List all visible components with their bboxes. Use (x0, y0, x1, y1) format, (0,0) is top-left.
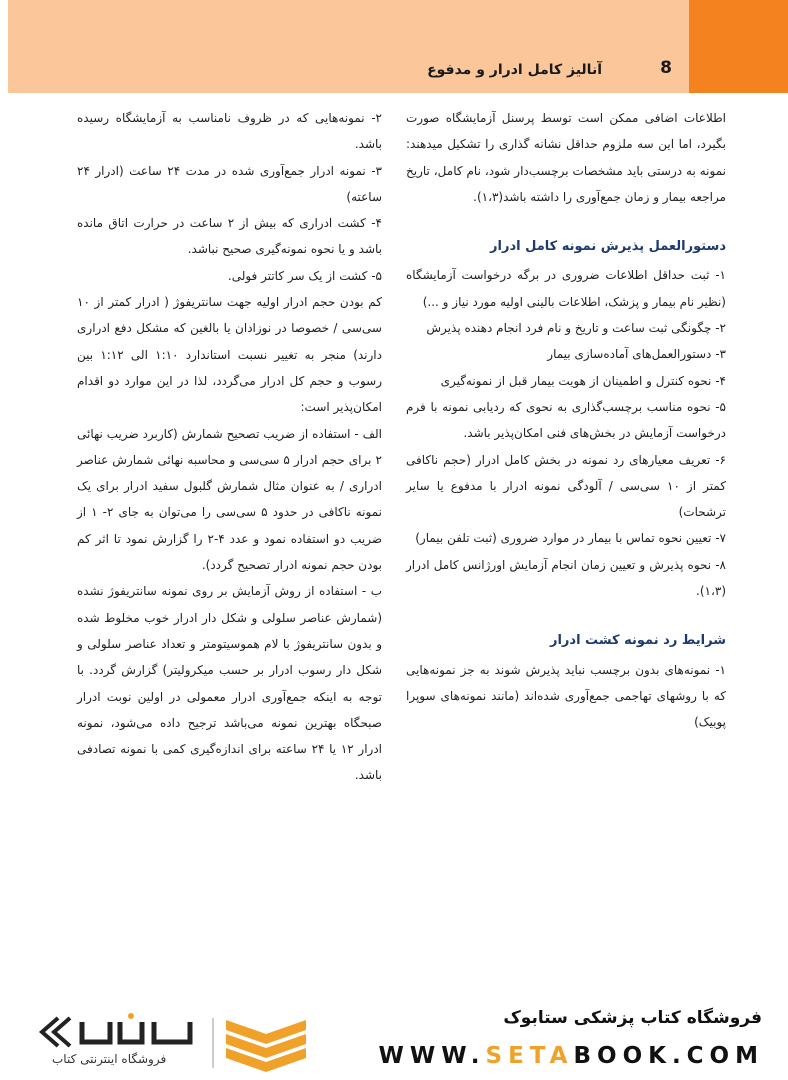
wordmark-shape (82, 1022, 190, 1042)
shop-name: فروشگاه کتاب پزشکی ستابوک (503, 1008, 762, 1028)
double-arrow-icon (42, 1018, 70, 1046)
url-suffix: BOOK.COM (573, 1043, 764, 1069)
list-item: ۴- کشت ادراری که بیش از ۲ ساعت در حرارت اتاق مانده باشد و یا نحوه نمونه‌گیری صحیح نباشد. (77, 216, 382, 257)
wordmark-dot (128, 1013, 134, 1019)
list-item: ۲- نمونه‌هایی که در ظروف نامناسب به آزمایشگاه رسیده باشد. (77, 111, 382, 152)
list-item: ۵- کشت از یک سر کاتتر فولی. (227, 268, 382, 283)
rejection-list (406, 657, 726, 736)
setabook-logo (30, 1012, 310, 1074)
list-item: ۷- تعیین نحوه تماس با بیمار در موارد ضروری (ثبت تلفن بیمار) (415, 531, 726, 546)
chevron-emblem-icon (226, 1020, 306, 1072)
section-heading-reception: دستورالعمل پذیرش نمونه کامل ادرار (490, 239, 726, 255)
list-item: ۳- دستورالعمل‌های آماده‌سازی بیمار (547, 347, 726, 362)
logo-divider (212, 1018, 214, 1068)
right-column (406, 105, 726, 736)
list-item: ۱- ثبت حداقل اطلاعات ضروری در برگه درخواست آزمایشگاه (نظیر نام بیمار و پزشک، اطلاعات بالینی اولیه مورد نیاز و ...) (406, 268, 726, 309)
url-prefix: WWW. (378, 1043, 486, 1069)
rejection-list-continued (77, 105, 382, 289)
list-item: ۲- چگونگی ثبت ساعت و تاریخ و نام فرد انجام دهنده پذیرش (426, 321, 726, 336)
section-heading-rejection: شرایط رد نمونه کشت ادرار (549, 633, 726, 649)
volume-paragraph: کم بودن حجم ادرار اولیه جهت سانتریفوژ ( ادرار کمتر از ۱۰ سی‌سی / خصوصا در نوزادان یا بالغین که مشکل دفع ادراری دارند) منجر به تغییر نسبت استاندارد ۱:۱۰ الی ۱:۱۲ بین رسوب و حجم کل ادرار می‌گردد، لذا در این موارد دو اقدام امکان‌پذیر است: (77, 295, 382, 415)
left-column (77, 105, 382, 789)
chapter-title: آنالیز کامل ادرار و مدفوع (427, 62, 602, 78)
logo-tagline: فروشگاه اینترنتی کتاب (52, 1052, 167, 1066)
option-a-paragraph: الف - استفاده از ضریب تصحیح شمارش (کاربرد ضریب نهائی ۲ برای حجم ادرار ۵ سی‌سی و محاسبه نهائی شمارش عناصر ادراری / به عنوان مثال شمارش گلبول سفید ادرار برای یک نمونه ناکافی در حدود ۵ سی‌سی را می‌توان به جای ۲- ۱ از ضریب دو استفاده نمود و عدد ۴-۲ را گزارش نمود تا اثر کم بودن حجم نمونه ادرار تصحیح گردد). (77, 426, 383, 573)
list-item: ۴- نحوه کنترل و اطمینان از هویت بیمار قبل از نمونه‌گیری (440, 373, 726, 388)
list-item: ۸- نحوه پذیرش و تعیین زمان انجام آزمایش اورژانس کامل ادرار (۱،۳). (406, 557, 726, 599)
reception-list (406, 262, 726, 604)
option-b-paragraph: ب - استفاده از روش آزمایش بر روی نمونه سانتریفوژ نشده (شمارش عناصر سلولی و شکل دار ادرار خوب مخلوط شده و بدون سانتریفوژ با لام هموسیتومتر و تعداد عناصر سلولی و شکل دار رسوب ادرار بر حسب میکرولیتر) گزارش گردد. با توجه به اینکه جمع‌آوری ادرار معمولی در اولین نوبت ادرار صبحگاه بهترین نمونه می‌باشد ترجیح داده می‌شود، نمونه ادرار ۱۲ یا ۲۴ ساعته برای اندازه‌گیری کمی با نمونه تصادفی باشد. (77, 584, 383, 783)
intro-paragraph: اطلاعات اضافی ممکن است توسط پرسنل آزمایشگاه صورت بگیرد، اما این سه ملزوم حداقل نشانه گذاری را تشکیل میدهند: نمونه به درستی باید مشخصات برچسب‌دار شود، نام کامل، تاریخ مراجعه بیمار و زمان جمع‌آوری را داشته باشد(۱،۳). (406, 111, 726, 204)
url-highlight: SETA (485, 1043, 574, 1069)
chapter-number: 8 (660, 58, 672, 78)
header-accent (689, 0, 788, 93)
shop-url[interactable] (379, 1043, 764, 1069)
header-band (8, 0, 788, 93)
list-item: ۳- نمونه ادرار جمع‌آوری شده در مدت ۲۴ ساعت (ادرار ۲۴ ساعته) (77, 163, 382, 204)
list-item: ۶- تعریف معیارهای رد نمونه در بخش کامل ادرار (حجم ناکافی کمتر از ۱۰ سی‌سی / آلودگی نمونه ادرار با مدفوع یا سایر ترشحات) (406, 452, 726, 520)
list-item: ۵- نحوه مناسب برچسب‌گذاری به نحوی که ردیابی نمونه با فرم درخواست آزمایش در بخش‌های فنی امکان‌پذیر باشد. (406, 399, 726, 441)
list-item: ۱- نمونه‌های بدون برچسب نباید پذیرش شوند به جز نمونه‌هایی که با روشهای تهاجمی جمع‌آوری شده‌اند (مانند نمونه‌های سوپرا پوبیک) (406, 662, 726, 730)
